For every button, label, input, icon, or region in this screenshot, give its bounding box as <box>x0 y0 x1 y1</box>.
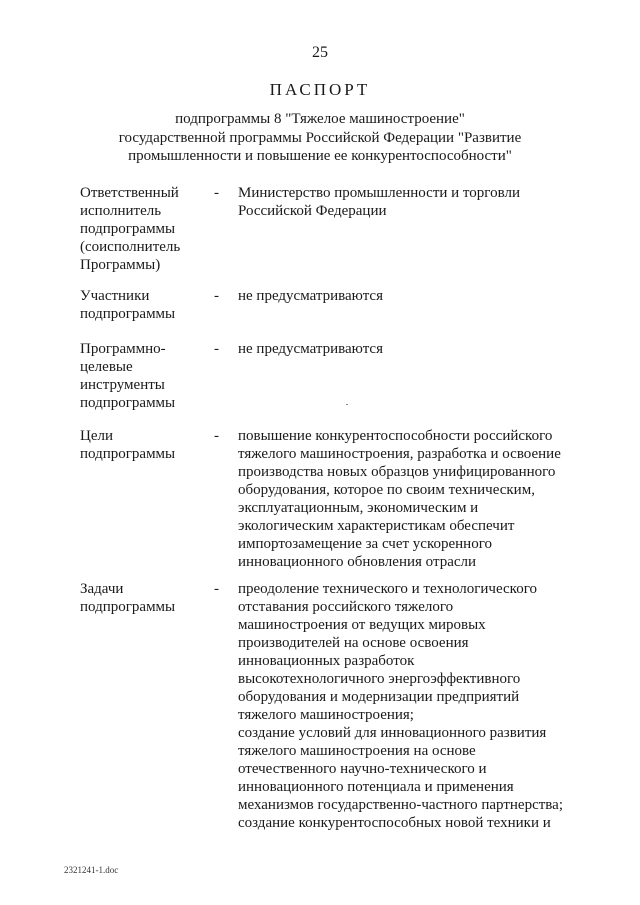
value-line: создание условий для инновационного развития <box>238 725 547 741</box>
value-line: отставания российского тяжелого <box>238 599 454 615</box>
row-label <box>80 184 198 274</box>
subtitle-line: промышленности и повышение ее конкурентоспособности" <box>128 148 512 164</box>
row-label <box>80 287 198 323</box>
value-line: оборудования и модернизации предприятий <box>238 689 520 705</box>
document-footer: 2321241-1.doc <box>64 865 119 875</box>
row-value <box>238 287 588 305</box>
row-value <box>238 340 588 358</box>
value-line: Министерство промышленности и торговли <box>238 185 520 201</box>
value-line: экологическим характеристикам обеспечит <box>238 518 515 534</box>
row-label <box>80 427 198 463</box>
value-line: отечественного научно-технического и <box>238 761 487 777</box>
subtitle <box>60 110 580 166</box>
label-line: исполнитель <box>80 203 162 219</box>
row-value <box>238 580 588 832</box>
value-line: производителей на основе освоения <box>238 635 469 651</box>
row-label <box>80 340 198 412</box>
row-value <box>238 184 588 220</box>
row-dash: - <box>214 428 219 444</box>
label-line: Ответственный <box>80 185 179 201</box>
row-dash: - <box>214 581 219 597</box>
row-dash: - <box>214 185 219 201</box>
label-line: Участники <box>80 288 150 304</box>
label-line: подпрограммы <box>80 599 176 615</box>
value-line: эксплуатационным, экономическим и <box>238 500 479 516</box>
value-line: тяжелого машиностроения на основе <box>238 743 476 759</box>
subtitle-line: подпрограммы 8 "Тяжелое машиностроение" <box>175 111 465 127</box>
label-line: целевые <box>80 359 133 375</box>
label-line: подпрограммы <box>80 446 176 462</box>
label-line: подпрограммы <box>80 221 176 237</box>
value-line: производства новых образцов унифицированного <box>238 464 556 480</box>
value-line: не предусматриваются <box>238 288 383 304</box>
value-line: Российской Федерации <box>238 203 387 219</box>
value-line: оборудования, которое по своим техническим, <box>238 482 535 498</box>
value-line: механизмов государственно-частного партнерства; <box>238 797 563 813</box>
label-line: Программно- <box>80 341 166 357</box>
scan-speck <box>346 404 348 405</box>
subtitle-line: государственной программы Российской Федерации "Развитие <box>118 129 522 146</box>
row-value <box>238 427 588 571</box>
label-line: инструменты <box>80 377 165 393</box>
label-line: Задачи <box>80 581 124 597</box>
row-dash: - <box>214 288 219 304</box>
label-line: Цели <box>80 428 114 444</box>
row-dash: - <box>214 341 219 357</box>
value-line: тяжелого машиностроения; <box>238 707 414 723</box>
value-line: машиностроения от ведущих мировых <box>238 617 486 633</box>
value-line: инновационного обновления отрасли <box>238 554 477 570</box>
row-label <box>80 580 198 616</box>
value-line: инновационных разработок <box>238 653 415 669</box>
label-line: Программы) <box>80 257 161 273</box>
label-line: подпрограммы <box>80 306 176 322</box>
value-line: инновационного потенциала и применения <box>238 779 514 795</box>
value-line: высокотехнологичного энергоэффективного <box>238 671 521 687</box>
value-line: не предусматриваются <box>238 341 383 357</box>
value-line: импортозамещение за счет ускоренного <box>238 536 492 552</box>
label-line: подпрограммы <box>80 395 176 411</box>
label-line: (соисполнитель <box>80 239 181 255</box>
value-line: повышение конкурентоспособности российского <box>238 428 553 444</box>
value-line: преодоление технического и технологического <box>238 581 537 597</box>
value-line: создание конкурентоспособных новой техники и <box>238 815 551 831</box>
page-number: 25 <box>312 44 328 61</box>
page-title: ПАСПОРТ <box>269 80 371 99</box>
value-line: тяжелого машиностроения, разработка и освоение <box>238 446 561 462</box>
